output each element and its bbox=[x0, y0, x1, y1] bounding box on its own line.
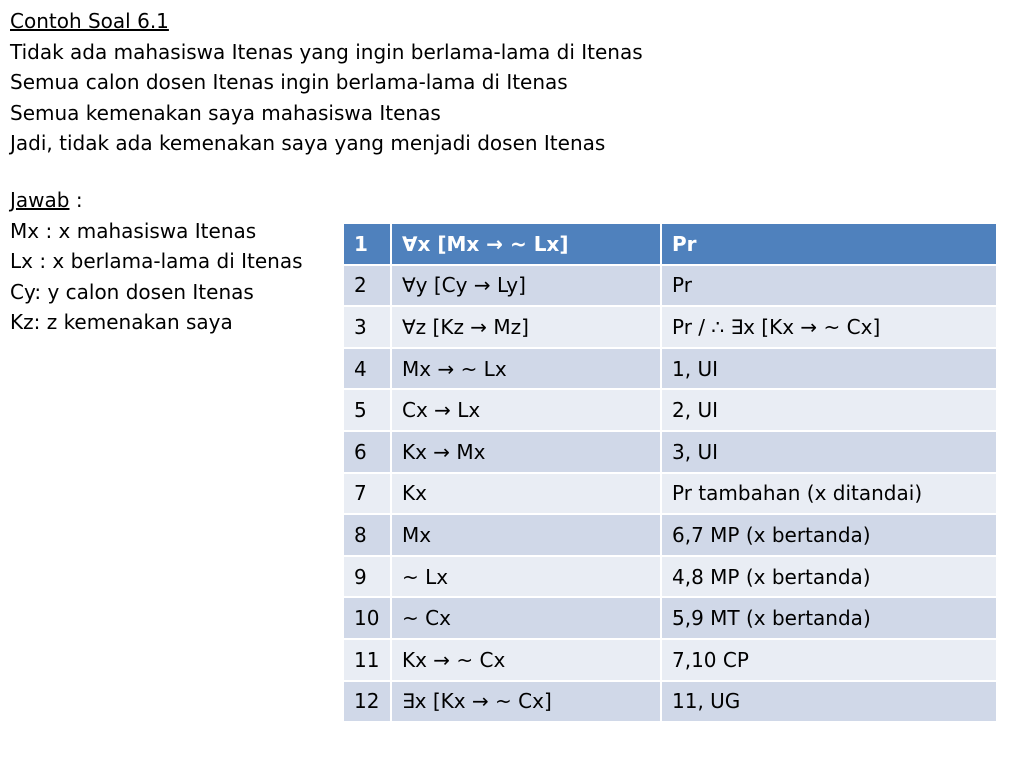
reason-cell: 5,9 MT (x bertanda) bbox=[661, 597, 997, 639]
table-row bbox=[343, 681, 997, 723]
answer-label: Jawab bbox=[10, 188, 70, 212]
table-row bbox=[343, 639, 997, 681]
table-row bbox=[343, 556, 997, 598]
statement-cell: Mx → ~ Lx bbox=[391, 348, 661, 390]
table-row bbox=[343, 348, 997, 390]
statement-cell: Kx → Mx bbox=[391, 431, 661, 473]
step-number-cell: 4 bbox=[343, 348, 391, 390]
definition-line: Mx : x mahasiswa Itenas bbox=[10, 218, 257, 243]
statement-cell: Kx bbox=[391, 473, 661, 515]
definition-line: Kz: z kemenakan saya bbox=[10, 310, 233, 334]
table-row bbox=[343, 389, 997, 431]
table-row bbox=[343, 265, 997, 307]
statement-cell: ~ Cx bbox=[391, 597, 661, 639]
statement-cell: ~ Lx bbox=[391, 556, 661, 598]
answer-block bbox=[10, 185, 303, 338]
reason-cell: Pr bbox=[661, 223, 997, 265]
statement-cell: ∀y [Cy → Ly] bbox=[391, 265, 661, 307]
reason-cell: 7,10 CP bbox=[661, 639, 997, 681]
table-row bbox=[343, 473, 997, 515]
step-number-cell: 2 bbox=[343, 265, 391, 307]
answer-heading bbox=[10, 185, 303, 216]
reason-cell: Pr / ∴ ∃x [Kx → ~ Cx] bbox=[661, 306, 997, 348]
step-number-cell: 8 bbox=[343, 514, 391, 556]
problem-title: Contoh Soal 6.1 bbox=[10, 9, 169, 33]
reason-cell: Pr tambahan (x ditandai) bbox=[661, 473, 997, 515]
proof-table-body bbox=[343, 223, 997, 722]
problem-line: Jadi, tidak ada kemenakan saya yang menjadi dosen Itenas bbox=[10, 131, 606, 155]
step-number-cell: 7 bbox=[343, 473, 391, 515]
definition-line: Lx : x berlama-lama di Itenas bbox=[10, 249, 303, 273]
statement-cell: ∀z [Kz → Mz] bbox=[391, 306, 661, 348]
reason-cell: 3, UI bbox=[661, 431, 997, 473]
step-number-cell: 1 bbox=[343, 223, 391, 265]
step-number-cell: 12 bbox=[343, 681, 391, 723]
step-number-cell: 11 bbox=[343, 639, 391, 681]
step-number-cell: 3 bbox=[343, 306, 391, 348]
table-row bbox=[343, 514, 997, 556]
reason-cell: 2, UI bbox=[661, 389, 997, 431]
proof-table bbox=[342, 222, 998, 723]
statement-cell: ∃x [Kx → ~ Cx] bbox=[391, 681, 661, 723]
reason-cell: 1, UI bbox=[661, 348, 997, 390]
table-row bbox=[343, 306, 997, 348]
problem-line: Semua calon dosen Itenas ingin berlama-lama di Itenas bbox=[10, 70, 568, 94]
step-number-cell: 6 bbox=[343, 431, 391, 473]
reason-cell: 6,7 MP (x bertanda) bbox=[661, 514, 997, 556]
problem-block bbox=[10, 6, 643, 159]
reason-cell: 11, UG bbox=[661, 681, 997, 723]
definition-line: Cy: y calon dosen Itenas bbox=[10, 279, 254, 304]
statement-cell: ∀x [Mx → ~ Lx] bbox=[391, 223, 661, 265]
table-header-row bbox=[343, 223, 997, 265]
step-number-cell: 5 bbox=[343, 389, 391, 431]
reason-cell: Pr bbox=[661, 265, 997, 307]
answer-label-suffix: : bbox=[69, 188, 83, 212]
step-number-cell: 10 bbox=[343, 597, 391, 639]
table-row bbox=[343, 431, 997, 473]
step-number-cell: 9 bbox=[343, 556, 391, 598]
reason-cell: 4,8 MP (x bertanda) bbox=[661, 556, 997, 598]
statement-cell: Kx → ~ Cx bbox=[391, 639, 661, 681]
statement-cell: Cx → Lx bbox=[391, 389, 661, 431]
statement-cell: Mx bbox=[391, 514, 661, 556]
table-row bbox=[343, 597, 997, 639]
problem-line: Semua kemenakan saya mahasiswa Itenas bbox=[10, 100, 441, 125]
problem-line: Tidak ada mahasiswa Itenas yang ingin berlama-lama di Itenas bbox=[10, 39, 643, 64]
